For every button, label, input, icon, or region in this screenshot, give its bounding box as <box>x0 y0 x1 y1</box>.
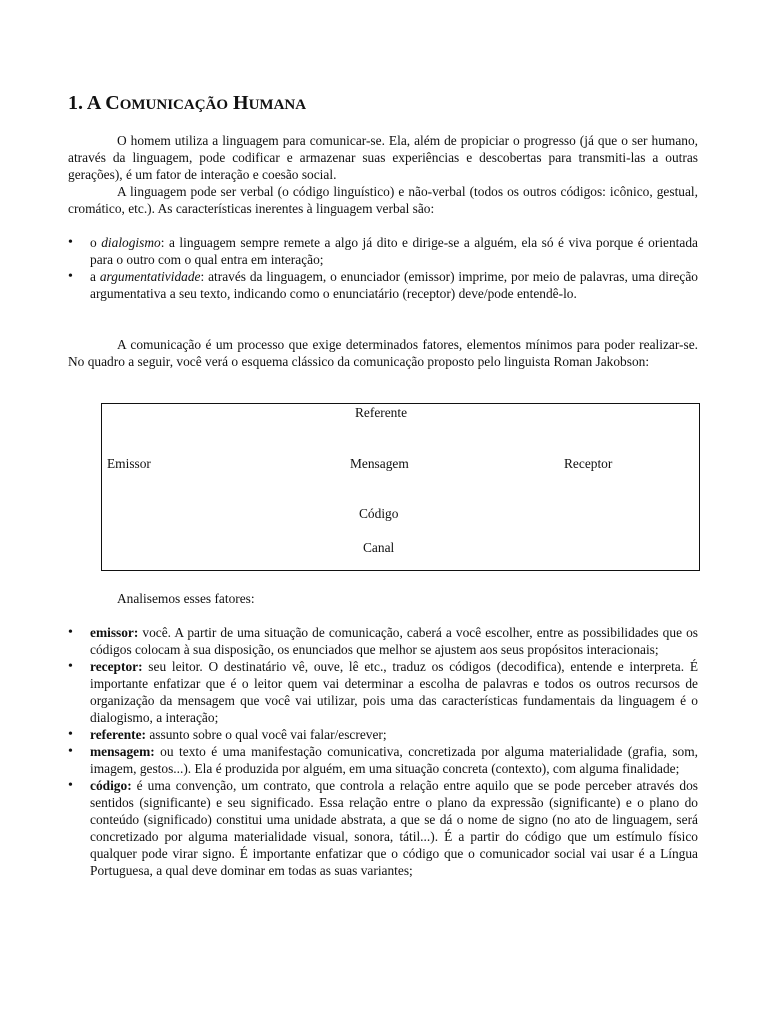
title-initial-h: H <box>233 92 249 114</box>
diagram-emissor: Emissor <box>107 456 151 471</box>
term-referente: referente: <box>90 727 147 742</box>
title-initial-c: C <box>105 92 120 114</box>
list-item: • mensagem: ou texto é uma manifestação comunicativa, concretizada por alguma materialidade (grafia, som, imagem, gestos...). Ela é produzida por alguém, em uma situação concreta (contexto), com alguma finalidade; <box>68 743 698 777</box>
term-codigo: código: <box>90 778 132 793</box>
list-item: • receptor: seu leitor. O destinatário vê, ouve, lê etc., traduz os códigos (decodifica), entende e interpreta. É importante enfatizar que é o leitor quem vai determinar a escolha de palavras e todos os outros recursos de organização da mensagem que você vai utilizar, pois uma das características fundamentais da linguagem é o dialogismo, a interação; <box>68 658 698 726</box>
term-mensagem: mensagem: <box>90 744 155 759</box>
diagram-codigo: Código <box>359 506 399 521</box>
list-item: • referente: assunto sobre o qual você vai falar/escrever; <box>68 726 698 743</box>
diagram-receptor: Receptor <box>564 456 613 471</box>
term-emissor: emissor: <box>90 625 139 640</box>
communication-paragraph: A comunicação é um processo que exige determinados fatores, elementos mínimos para poder realizar-se. No quadro a seguir, você verá o esquema clássico da comunicação proposto pelo linguista Roman Jakobson: <box>68 337 698 369</box>
title-rest-comunicacao: OMUNICAÇÃO <box>119 97 229 113</box>
title-number: 1. <box>68 92 87 114</box>
jakobson-diagram <box>101 403 700 571</box>
list-item: • emissor: você. A partir de uma situação de comunicação, caberá a você escolher, entre as possibilidades que os códigos colocam à sua disposição, os enunciados que melhor se ajustem aos seus propósitos interacionais; <box>68 624 698 658</box>
title-word-a: A <box>86 92 101 114</box>
term-argumentatividade: argumentatividade <box>99 269 201 284</box>
term-dialogismo: dialogismo <box>101 235 161 250</box>
list-item: • o dialogismo: a linguagem sempre remete a algo já dito e dirige-se a alguém, ela só é viva porque é orientada para o outro com o qual entra em interação; <box>68 234 698 268</box>
traits-list <box>68 234 698 302</box>
analisemos-paragraph: Analisemos esses fatores: <box>117 591 255 606</box>
section-title <box>68 91 306 117</box>
term-receptor: receptor: <box>90 659 143 674</box>
list-item: • a argumentatividade: através da linguagem, o enunciador (emissor) imprime, por meio de palavras, uma direção argumentativa a seu texto, indicando como o enunciatário (receptor) deve/pode entendê-lo. <box>68 268 698 302</box>
list-item: • código: é uma convenção, um contrato, que controla a relação entre aquilo que se pode perceber através dos sentidos (significante) e seu significado. Essa relação entre o plano da expressão (significante) e o plano do conteúdo (significado) constitui uma unidade abstrata, a que se dá o nome de signo (no ato de linguagem, será concretizado por alguma materialidade visual, sonora, tátil...). É a partir do código que um estímulo físico qualquer pode virar signo. É importante enfatizar que o código que o comunicador social vai usar é a Língua Portuguesa, a qual deve dominar em todas as suas variantes; <box>68 777 698 879</box>
diagram-referente: Referente <box>355 405 408 420</box>
intro-paragraph-2: A linguagem pode ser verbal (o código linguístico) e não-verbal (todos os outros códigos: icônico, gestual, cromático, etc.). As características inerentes à linguagem verbal são: <box>68 184 698 216</box>
intro-section <box>68 132 698 217</box>
diagram-mensagem: Mensagem <box>350 456 409 471</box>
factors-list <box>68 624 698 879</box>
intro-paragraph-1: O homem utiliza a linguagem para comunicar-se. Ela, além de propiciar o progresso (já que o ser humano, através da linguagem, pode codificar e armazenar suas experiências e descobertas para transmiti-las a outras gerações), é um fator de interação e coesão social. <box>68 133 698 182</box>
diagram-canal: Canal <box>363 540 395 555</box>
analisemos-section <box>68 590 698 607</box>
communication-section <box>68 336 698 370</box>
title-rest-humana: UMANA <box>248 97 307 113</box>
